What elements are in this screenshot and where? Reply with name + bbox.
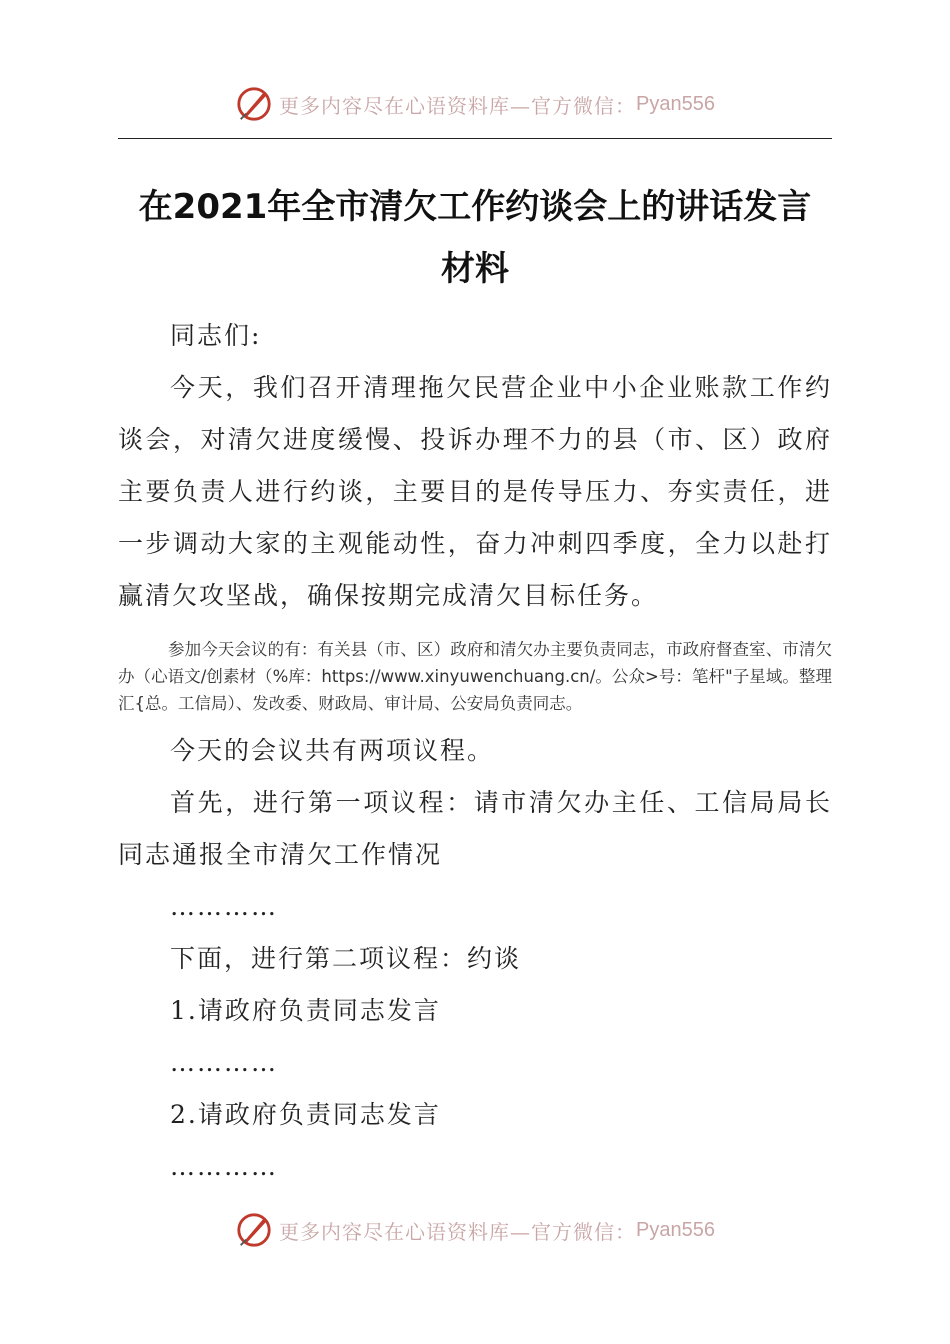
- quill-logo-icon: [235, 1211, 273, 1249]
- footer-banner: [0, 1208, 950, 1252]
- paragraph-intro: 今天，我们召开清理拖欠民营企业中小企业账款工作约谈会，对清欠进度缓慢、投诉办理不力的县（市、区）政府主要负责人进行约谈，主要目的是传导压力、夯实责任，进一步调动大家的主观能动性，奋力冲刺四季度，全力以赴打赢清欠攻坚战，确保按期完成清欠目标任务。: [118, 373, 832, 610]
- paragraph-greeting: 同志们:: [170, 321, 262, 350]
- footer-banner-text: 更多内容尽在心语资料库—官方微信：: [279, 1219, 637, 1244]
- title-line-1: 在2021年全市清欠工作约谈会上的讲话发言: [138, 187, 812, 227]
- header-banner-text: 更多内容尽在心语资料库—官方微信：: [279, 93, 637, 118]
- paragraph-ellipsis: …………: [170, 892, 278, 921]
- paragraph-ellipsis: …………: [170, 1048, 278, 1077]
- title-line-2: 材料: [441, 249, 509, 289]
- paragraph-agenda: 今天的会议共有两项议程。: [170, 736, 495, 765]
- paragraph-item-2: 下面，进行第二项议程：约谈: [170, 944, 522, 973]
- document-title: [118, 176, 832, 300]
- paragraph-speaker-1: 1.请政府负责同志发言: [170, 996, 441, 1025]
- footer-wechat-id: Pyan556: [636, 1218, 715, 1241]
- header-banner: [0, 82, 950, 126]
- paragraph-attendees: 参加今天会议的有：有关县（市、区）政府和清欠办主要负责同志，市政府督查室、市清欠办（心语文/创素材（%库：https://www.xinyuwenchuang.cn/。公众>号：笔杆"子星域。整理汇{总。工信局）、发改委、财政局、审计局、公安局负责同志。: [118, 640, 832, 713]
- paragraph-item-1: 首先，进行第一项议程：请市清欠办主任、工信局局长同志通报全市清欠工作情况: [118, 788, 832, 869]
- quill-logo-icon: [235, 85, 273, 123]
- document-body: [118, 310, 832, 1193]
- paragraph-ellipsis: …………: [170, 1152, 278, 1181]
- header-wechat-id: Pyan556: [636, 92, 715, 115]
- header-divider: [118, 138, 832, 139]
- paragraph-speaker-2: 2.请政府负责同志发言: [170, 1100, 441, 1129]
